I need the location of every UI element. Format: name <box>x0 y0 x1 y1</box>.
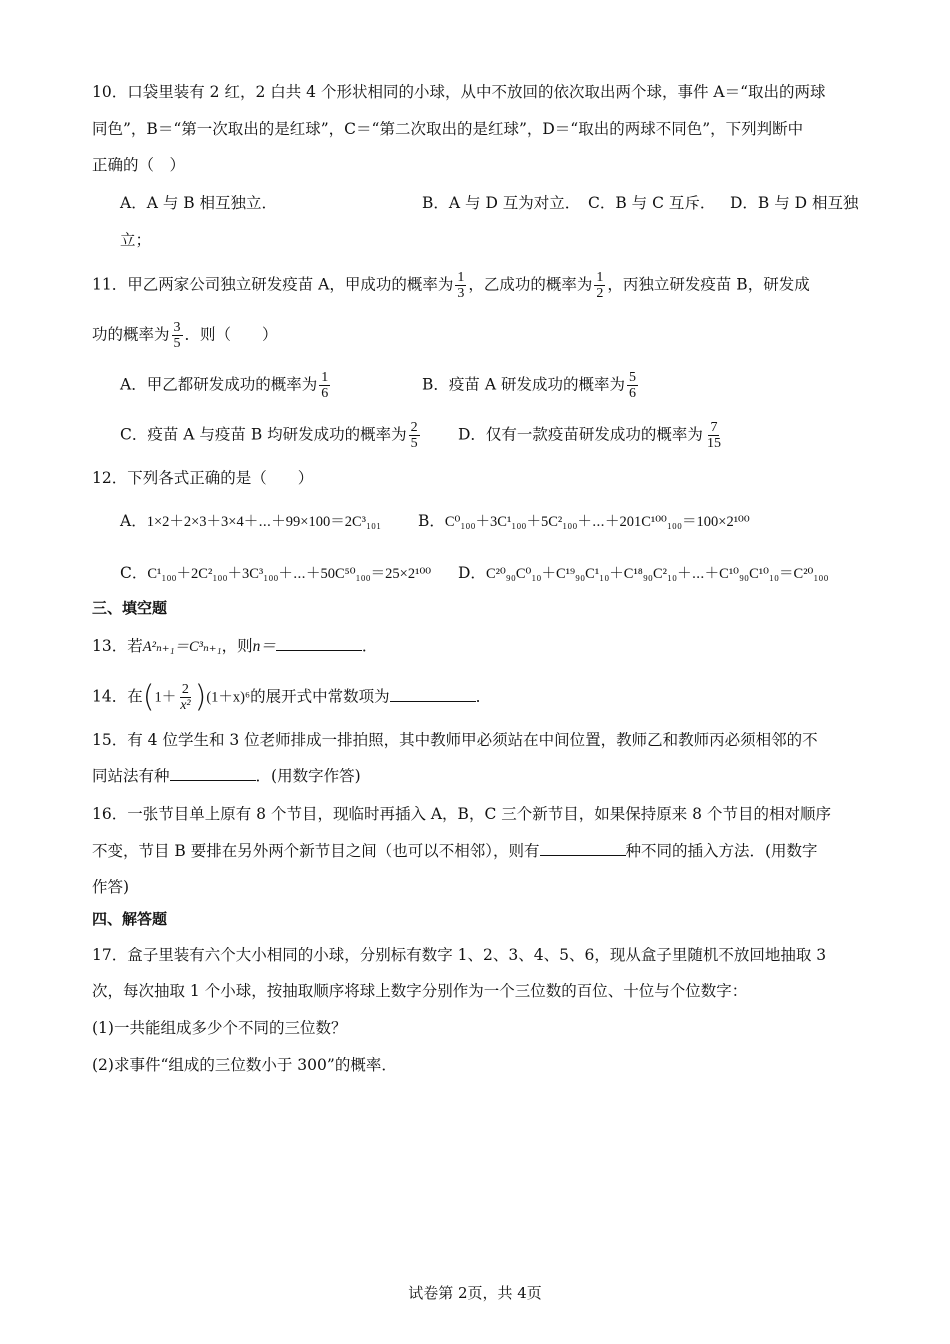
fraction-1-2: $\frac{1}{2}$ <box>596 270 604 301</box>
q17-part-1: (1)一共能组成多少个不同的三位数？ <box>92 1019 347 1037</box>
q11-line-1: 11．甲乙两家公司独立研发疫苗 A，甲成功的概率为 $\frac{1}{3}$ ，乙成功的概率为 $\frac{1}{2}$ ，丙独立研发疫苗 B，研发成 <box>92 270 810 301</box>
section-fill-in-heading: 三、填空题 <box>92 599 168 617</box>
q14: 14．在(1＋ $\frac{2}{\text{x²}}$ )(1＋x)⁶的展开式中常数项为 ． <box>92 679 492 715</box>
q16-line-1: 16．一张节目单上原有 8 个节目，现临时再插入 A，B，C 三个新节目，如果保持原来 8 个节目的相对顺序 <box>92 805 831 823</box>
fraction-2-x2: $\frac{2}{\text{x²}}$ <box>180 682 191 713</box>
q17-line-2: 次，每次抽取 1 个小球，按抽取顺序将球上数字分别作为一个三位数的百位、十位与个位数字： <box>92 982 748 1000</box>
q11-option-d: D．仅有一款疫苗研发成功的概率为 $\frac{7}{15}$ <box>458 420 721 451</box>
q14-answer-blank[interactable] <box>390 687 476 702</box>
q12-stem: 12．下列各式正确的是（ ） <box>92 469 314 487</box>
q15-answer-blank[interactable] <box>170 766 256 781</box>
q11-option-c: C．疫苗 A 与疫苗 B 均研发成功的概率为 $\frac{2}{5}$ <box>120 420 418 451</box>
q12-option-c: C．C¹₁₀₀＋2C²₁₀₀＋3C³₁₀₀＋⋯＋50C⁵⁰₁₀₀＝25×2¹⁰⁰ <box>120 564 432 582</box>
fraction-5-6: $\frac{5}{6}$ <box>628 370 636 401</box>
fraction-2-5: $\frac{2}{5}$ <box>410 420 418 451</box>
q10-option-d: D．B 与 D 相互独 <box>730 194 859 212</box>
fraction-1-3: $\frac{1}{3}$ <box>457 270 465 301</box>
q16-answer-blank[interactable] <box>540 841 626 856</box>
fraction-1-6: $\frac{1}{6}$ <box>321 370 329 401</box>
q12-option-b: B．C⁰₁₀₀＋3C¹₁₀₀＋5C²₁₀₀＋⋯＋201C¹⁰⁰₁₀₀＝100×2¹⁰⁰ <box>418 512 750 530</box>
q15-line-1: 15．有 4 位学生和 3 位老师排成一排拍照，其中教师甲必须站在中间位置，教师乙和教师丙必须相邻的不 <box>92 731 818 749</box>
q16-line-2: 不变，节目 B 要排在另外两个新节目之间（也可以不相邻），则有 种不同的插入方法．(用数字 <box>92 842 818 860</box>
q10-option-a: A．A 与 B 相互独立． <box>120 194 278 212</box>
q10-option-c: C．B 与 C 互斥． <box>588 194 716 212</box>
q10-line-2: 同色”，B＝“第一次取出的是红球”，C＝“第二次取出的是红球”，D＝“取出的两球不同色”，下列判断中 <box>92 120 804 138</box>
q11-line-2: 功的概率为 $\frac{3}{5}$ ．则（ ） <box>92 320 278 351</box>
q11-option-a: A．甲乙都研发成功的概率为 $\frac{1}{6}$ <box>120 370 329 401</box>
q10-option-b: B．A 与 D 互为对立． <box>422 194 581 212</box>
q10-option-d-cont: 立； <box>120 231 152 249</box>
q11-option-b: B．疫苗 A 研发成功的概率为 $\frac{5}{6}$ <box>422 370 636 401</box>
q17-line-1: 17．盒子里装有六个大小相同的小球，分别标有数字 1、2、3、4、5、6，现从盒子里随机不放回地抽取 3 <box>92 946 827 964</box>
section-answer-heading: 四、解答题 <box>92 910 168 928</box>
q10-line-1: 10．口袋里装有 2 红，2 白共 4 个形状相同的小球，从中不放回的依次取出两个球，事件 A＝“取出的两球 <box>92 83 826 101</box>
page-footer: 试卷第 2页，共 4页 <box>408 1284 542 1302</box>
q13: 13．若A²ₙ₊₁＝C³ₙ₊₁，则n＝ ． <box>92 637 378 655</box>
q17-part-2: (2)求事件“组成的三位数小于 300”的概率． <box>92 1056 397 1074</box>
q15-line-2: 同站法有种 ．(用数字作答) <box>92 767 361 785</box>
fraction-3-5: $\frac{3}{5}$ <box>173 320 181 351</box>
fraction-7-15: $\frac{7}{15}$ <box>706 420 721 451</box>
q13-answer-blank[interactable] <box>276 636 362 651</box>
q16-line-3: 作答) <box>92 878 130 896</box>
q10-line-3: 正确的（ ） <box>92 156 186 174</box>
q12-option-a: A．1×2＋2×3＋3×4＋⋯＋99×100＝2C³₁₀₁ <box>120 512 382 530</box>
q12-option-d: D．C²⁰₉₀C⁰₁₀＋C¹⁹₉₀C¹₁₀＋C¹⁸₉₀C²₁₀＋⋯＋C¹⁰₉₀C¹⁰₁₀＝C²⁰₁₀₀ <box>458 564 829 582</box>
